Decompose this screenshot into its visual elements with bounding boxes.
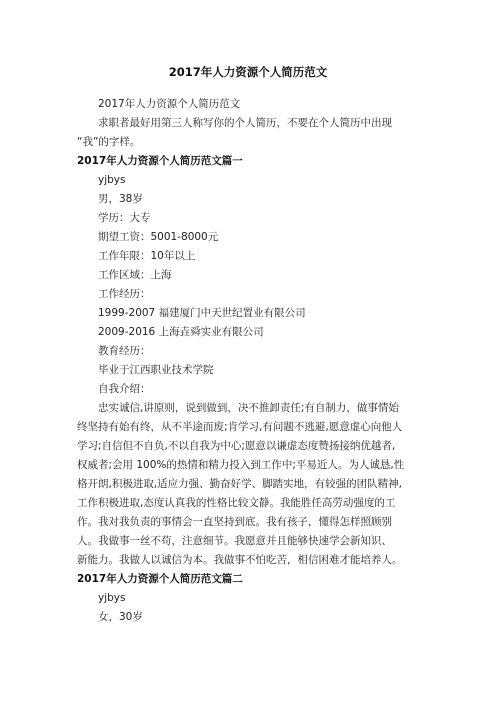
paragraph-line: 工作积极进取,态度认真我的性格比较文静。我能胜任高劳动强度的工 xyxy=(77,497,396,509)
field-line: 期望工资：5001-8000元 xyxy=(98,231,219,243)
paragraph-line: 作。我对我负责的事情会一直坚持到底。我有孩子，懂得怎样照顾别 xyxy=(77,516,392,528)
paragraph-line: 新能力。我做人以诚信为本。我做事不怕吃苦，相信困难才能培养人。 xyxy=(77,554,403,566)
section-heading: 2017年人力资源个人简历范文篇二 xyxy=(77,573,243,585)
field-line: 工作区域：上海 xyxy=(98,269,172,281)
field-line: 教育经历： xyxy=(98,345,151,357)
paragraph-line: 学习;自信但不自负,不以自我为中心;愿意以谦虚态度赞扬接纳优越者, xyxy=(77,440,396,452)
field-line: 自我介绍： xyxy=(98,383,151,395)
paragraph-line: 人。我做事一丝不苟，注意细节。我愿意并且能够快速学会新知识、 xyxy=(77,535,392,547)
field-line: 工作经历： xyxy=(98,288,151,300)
field-line: 2009-2016 上海垚舜实业有限公司 xyxy=(98,326,264,338)
field-line: 工作年限：10年以上 xyxy=(98,250,196,262)
field-line: yjbys xyxy=(98,592,126,604)
intro-title: 2017年人力资源个人简历范文 xyxy=(98,98,241,110)
document-title: 2017年人力资源个人简历范文 xyxy=(168,65,328,79)
paragraph-line: 终坚持有始有终，从不半途而废;肯学习,有问题不逃避,愿意虚心向他人 xyxy=(77,421,403,433)
paragraph-line: 格开朗,积极进取,适应力强、勤奋好学、脚踏实地，有较强的团队精神, xyxy=(77,478,403,490)
field-line: 女，30岁 xyxy=(98,611,143,623)
intro-line: 求职者最好用第三人称写你的个人简历，不要在个人简历中出现 xyxy=(98,117,392,129)
paragraph-line: 忠实诚信,讲原则，说到做到，决不推卸责任;有自制力，做事情始 xyxy=(98,402,399,414)
field-line: 毕业于江西职业技术学院 xyxy=(98,364,214,376)
field-line: 1999-2007 福建厦门中天世纪置业有限公司 xyxy=(98,307,306,319)
field-line: 男，38岁 xyxy=(98,193,143,205)
paragraph-line: 权威者;会用 100%的热情和精力投入到工作中;平易近人。为人诚恳,性 xyxy=(77,459,405,471)
section-heading: 2017年人力资源个人简历范文篇一 xyxy=(77,155,243,167)
field-line: yjbys xyxy=(98,174,126,186)
field-line: 学历：大专 xyxy=(98,212,151,224)
intro-line: “我”的字样。 xyxy=(77,136,141,148)
